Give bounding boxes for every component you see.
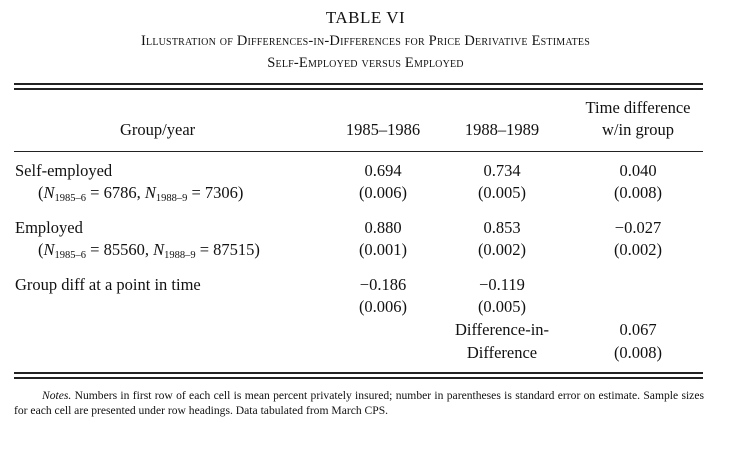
n-value-1985: = 85560, <box>86 240 154 259</box>
top-rule-1 <box>14 83 703 85</box>
header-col2: 1988–1989 <box>464 120 540 139</box>
table-title: TABLE VI <box>325 8 406 27</box>
n-value-1988: = 7306) <box>187 183 244 202</box>
row-sample-size-self-employed: ($N_{1985-6} = 6786$, $N_{1988-9} = 7306$) <box>38 183 244 204</box>
cell-value: 0.734 <box>483 161 521 180</box>
table-notes <box>14 389 704 418</box>
cell-standard-error: (0.002) <box>477 240 527 259</box>
bottom-rule-2 <box>14 377 703 379</box>
cell-standard-error: (0.006) <box>358 297 408 316</box>
row-label-group-diff: Group diff at a point in time <box>15 275 201 294</box>
row-sample-size-employed: ($N_{1985-6} = 85560$, $N_{1988-9} = 87515$) <box>38 240 260 261</box>
header-col1: 1985–1986 <box>345 120 421 139</box>
n-sub-1988: 1988–9 <box>155 193 188 204</box>
cell-standard-error: (0.001) <box>358 240 408 259</box>
did-label-line2: Difference <box>466 343 538 362</box>
row-label-employed: Employed <box>15 218 83 237</box>
n-sub-1988: 1988–9 <box>164 250 196 261</box>
cell-value: 0.694 <box>364 161 402 180</box>
n-value-1988: = 87515) <box>195 240 260 259</box>
notes-text: Numbers in first row of each cell is mean percent privately insured; number in parentheses is standard error on estimate. Sample sizes for each cell are presented under row headings. Data tabulated from March CPS. <box>14 389 704 417</box>
header-col3-line2: w/in group <box>602 120 674 139</box>
cell-value: −0.186 <box>359 275 407 294</box>
header-col3-line1: Time difference <box>585 98 691 117</box>
cell-standard-error: (0.005) <box>477 183 527 202</box>
cell-value: 0.067 <box>619 320 657 339</box>
cell-value: −0.119 <box>479 275 525 294</box>
cell-standard-error: (0.005) <box>477 297 527 316</box>
table-subtitle-line2: Self-Employed versus Employed <box>267 55 464 71</box>
n-sub-1985: 1985–6 <box>54 193 87 204</box>
did-label-line1: Difference-in- <box>454 320 550 339</box>
notes-label: Notes. <box>42 389 72 402</box>
row-label-self-employed: Self-employed <box>15 161 113 180</box>
header-rule <box>14 151 703 152</box>
cell-value: −0.027 <box>614 218 662 237</box>
cell-standard-error: (0.008) <box>613 183 663 202</box>
bottom-rule-1 <box>14 372 703 374</box>
cell-value: 0.880 <box>364 218 402 237</box>
cell-standard-error: (0.002) <box>613 240 663 259</box>
top-rule-2 <box>14 88 703 90</box>
cell-value: 0.040 <box>619 161 657 180</box>
n-symbol: N <box>43 183 55 202</box>
n-symbol: N <box>144 183 156 202</box>
cell-standard-error: (0.008) <box>613 343 663 362</box>
n-symbol: N <box>153 240 165 259</box>
cell-standard-error: (0.006) <box>358 183 408 202</box>
cell-value: 0.853 <box>483 218 521 237</box>
n-value-1985: = 6786, <box>86 183 145 202</box>
header-group-year: Group/year <box>120 120 196 139</box>
n-sub-1985: 1985–6 <box>54 250 87 261</box>
table-subtitle-line1: Illustration of Differences-in-Differences for Price Derivative Estimates <box>140 33 591 49</box>
n-symbol: N <box>43 240 55 259</box>
